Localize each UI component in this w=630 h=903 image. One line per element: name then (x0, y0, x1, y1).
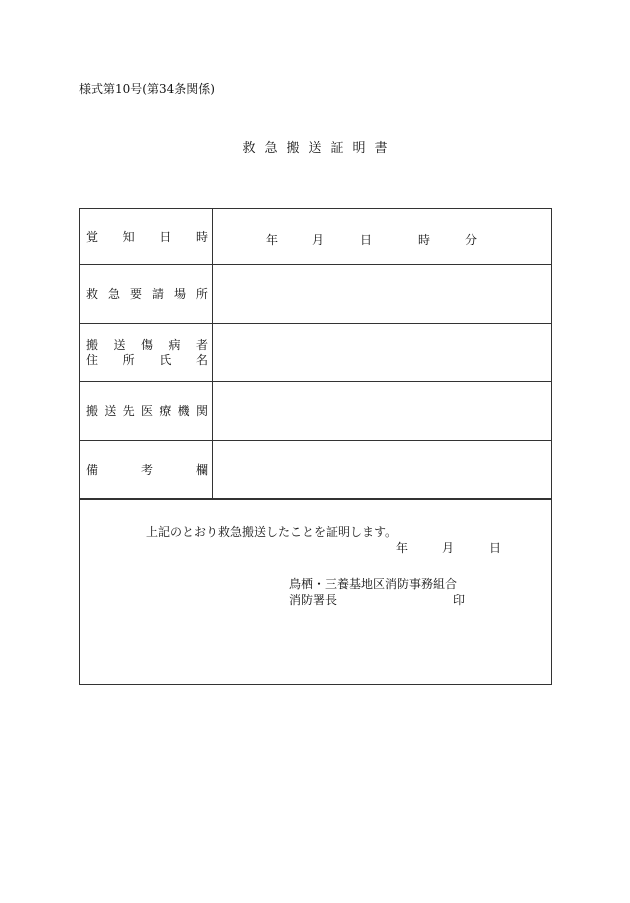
label-cell (80, 382, 213, 440)
row-label-line-1 (86, 338, 208, 352)
label-char: 所 (195, 287, 208, 301)
row-label (86, 230, 208, 244)
destination-hospital-field[interactable] (213, 382, 551, 440)
label-char: 氏 (159, 353, 172, 367)
label-char: 医 (140, 404, 153, 418)
label-char: 要 (129, 287, 142, 301)
label-char: 機 (177, 404, 190, 418)
label-char: 搬 (86, 338, 99, 352)
patient-field[interactable] (213, 324, 551, 381)
label-char: 送 (104, 404, 117, 418)
label-char: 場 (173, 287, 186, 301)
form-table (79, 208, 552, 685)
unit-minute: 分 (465, 233, 478, 247)
label-char: 覚 (86, 230, 99, 244)
label-char: 者 (195, 338, 208, 352)
row-patient (80, 324, 551, 382)
label-char: 備 (86, 463, 99, 477)
unit-day: 日 (360, 233, 373, 247)
cert-unit-month: 月 (442, 541, 455, 555)
label-cell (80, 265, 213, 323)
label-char: 急 (107, 287, 120, 301)
label-char: 欄 (195, 463, 208, 477)
document-title: 救急搬送証明書 (242, 141, 397, 156)
label-char: 送 (113, 338, 126, 352)
label-char: 傷 (140, 338, 153, 352)
label-char: 関 (195, 404, 208, 418)
label-char: 先 (122, 404, 135, 418)
request-location-field[interactable] (213, 265, 551, 323)
label-char: 請 (151, 287, 164, 301)
label-char: 考 (140, 463, 153, 477)
label-char: 救 (86, 287, 99, 301)
remarks-field[interactable] (213, 441, 551, 498)
label-char: 知 (122, 230, 135, 244)
unit-month: 月 (312, 233, 325, 247)
row-remarks (80, 441, 551, 500)
unit-year: 年 (266, 233, 279, 247)
form-number: 様式第10号(第34条関係) (79, 82, 215, 96)
certification-statement: 上記のとおり救急搬送したことを証明します。 (146, 525, 398, 539)
label-char: 住 (86, 353, 99, 367)
datetime-field[interactable] (213, 209, 551, 264)
row-label (86, 287, 208, 301)
row-label (86, 463, 208, 477)
label-char: 名 (195, 353, 208, 367)
label-cell (80, 324, 213, 381)
label-char: 時 (195, 230, 208, 244)
row-request-location (80, 265, 551, 324)
cert-unit-year: 年 (396, 541, 409, 555)
cert-unit-day: 日 (489, 541, 502, 555)
seal-mark: 印 (453, 593, 466, 607)
row-notification-datetime (80, 209, 551, 265)
certification-area (80, 500, 551, 684)
label-cell (80, 441, 213, 498)
label-char: 所 (122, 353, 135, 367)
unit-hour: 時 (418, 233, 431, 247)
signer-title: 消防署長 (289, 593, 338, 607)
label-char: 病 (168, 338, 181, 352)
label-char: 療 (159, 404, 172, 418)
row-label-line-2 (86, 353, 208, 367)
row-destination-hospital (80, 382, 551, 441)
label-cell (80, 209, 213, 264)
organization-name: 鳥栖・三養基地区消防事務組合 (289, 577, 458, 591)
label-char: 日 (159, 230, 172, 244)
row-label (86, 404, 208, 418)
label-char: 搬 (86, 404, 99, 418)
